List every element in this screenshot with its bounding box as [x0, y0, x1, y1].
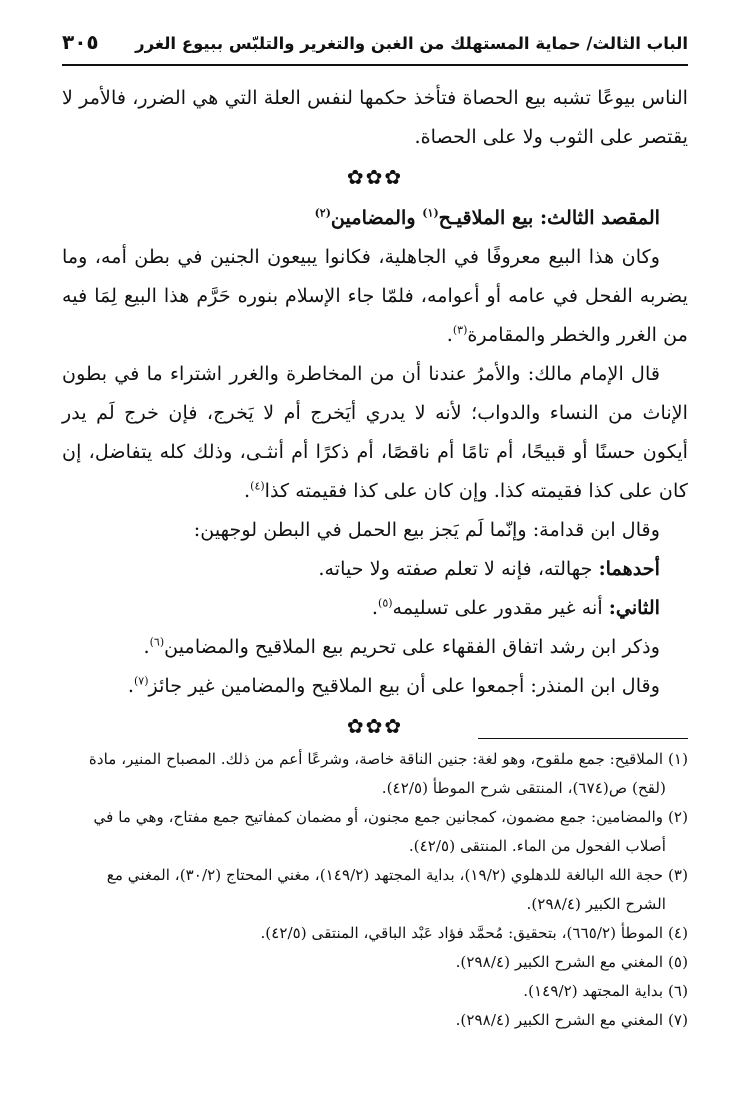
heading-text-2: والمضامين [330, 206, 423, 229]
paragraph-malik-text: قال الإمام مالك: والأمرُ عندنا أن من المخاطرة والغرر اشتراء ما في بطون الإناث من النساء والدواب؛ لأنه لا يدري أيَخرج أم لا يَخرج، فإن خرج لَم يدر أيكون حسنًا أو قبيحًا، أم تامًا أم ناقصًا، أم ذكرًا أم أنثـى، وذلك كله يتفاضل، إن كان على كذا فقيمته كذا. وإن كان على كذا فقيمته كذا [62, 362, 688, 502]
label-second: الثاني: [608, 596, 660, 619]
heading-text: المقصد الثالث: بيع الملاقيـح [438, 206, 660, 229]
footnote-2-continued: أصلاب الفحول من الماء. المنتقى (٤٢/٥). [408, 837, 666, 855]
footnote-text: المغني مع الشرح الكبير (٢٩٨/٤). [455, 1011, 664, 1029]
footnote-ref-3: (٣) [452, 323, 468, 337]
first-reason-text: جهالته، فإنه لا تعلم صفته ولا حياته. [318, 557, 599, 580]
footnote-2 [62, 803, 688, 832]
footnote-text: بداية المجتهد (١٤٩/٢). [523, 982, 664, 1000]
period: . [371, 596, 379, 619]
footnote-number: (٢) [667, 808, 688, 826]
footnote-number: (٥) [667, 953, 688, 971]
main-text [62, 78, 688, 747]
paragraph-ibn-rushd [62, 627, 688, 666]
running-header [62, 30, 688, 66]
footnote-ref-6: (٦) [149, 635, 165, 649]
footnote-number: (٦) [667, 982, 688, 1000]
section-heading [62, 198, 688, 237]
footnote-text: الملاقيح: جمع ملقوح، وهو لغة: جنين الناقة خاصة، وشرعًا أعم من ذلك. المصباح المنير، مادة [88, 750, 664, 768]
paragraph-ibn-qudama: وقال ابن قدامة: وإنّما لَم يَجز بيع الحمل في البطن لوجهين: [193, 518, 660, 541]
page-number: ٣٠٥ [62, 30, 99, 54]
period: . [127, 674, 134, 697]
footnote-text: والمضامين: جمع مضمون، كمجانين جمع مجنون، أو مضمان كمفاتيح جمع مفتاح، وهي ما في [93, 808, 664, 826]
paragraph-jahiliya-text: وكان هذا البيع معروفًا في الجاهلية، فكانوا يبيعون الجنين في بطن أمه، وما يضربه الفحل في عامه أو أعوامه، فلمّا جاء الإسلام بنوره حَرَّم هذا البيع لِمَا فيه من الغرر والخطر والمقامرة [62, 245, 688, 346]
footnote-text: المغني مع الشرح الكبير (٢٩٨/٤). [455, 953, 664, 971]
paragraph-ibn-mundhir [62, 666, 688, 705]
footnote-number: (١) [667, 750, 688, 768]
footnote-ref-4: (٤) [250, 479, 265, 493]
paragraph-ibn-rushd-text: وذكر ابن رشد اتفاق الفقهاء على تحريم بيع الملاقيح والمضامين [164, 635, 660, 658]
footnote-number: (٤) [667, 924, 688, 942]
paragraph-first-reason [62, 549, 688, 588]
footnote-ref-7: (٧) [133, 674, 149, 688]
footnote-separator [478, 738, 688, 739]
footnote-6 [62, 977, 688, 1006]
footnotes [62, 745, 688, 1035]
book-page [62, 30, 688, 1029]
period: . [143, 635, 150, 658]
footnote-1 [62, 745, 688, 774]
footnote-3-continued: الشرح الكبير (٢٩٨/٤). [526, 895, 666, 913]
footnote-number: (٧) [667, 1011, 688, 1029]
paragraph-intro: الناس بيوعًا تشبه بيع الحصاة فتأخذ حكمها لنفس العلة التي هي الضرر، فالأمر لا يقتصر على الثوب ولا على الحصاة. [62, 86, 688, 148]
period: . [446, 323, 453, 346]
section-ornament-top: ✿✿✿ [346, 165, 404, 189]
footnote-5 [62, 948, 688, 977]
footnote-text: حجة الله البالغة للدهلوي (١٩/٢)، بداية المجتهد (١٤٩/٢)، مغني المحتاج (٣٠/٢)، المغني مع [106, 866, 664, 884]
footnote-number: (٣) [667, 866, 688, 884]
section-ornament-bottom: ✿✿✿ [346, 714, 404, 738]
label-first: أحدهما: [598, 557, 660, 580]
footnote-7 [62, 1006, 688, 1035]
paragraph-malik [62, 354, 688, 510]
footnote-text: الموطأ (٦٦٥/٢)، بتحقيق: مُحمَّد فؤاد عَبْد الباقي، المنتقى (٤٢/٥). [260, 924, 664, 942]
paragraph-second-reason [62, 588, 688, 627]
second-reason-text: أنه غير مقدور على تسليمه [392, 596, 609, 619]
footnote-3 [62, 861, 688, 890]
footnote-ref-2: (٢) [314, 206, 331, 220]
paragraph-jahiliya [62, 237, 688, 354]
period: . [244, 479, 251, 502]
footnote-4 [62, 919, 688, 948]
footnote-1-continued: (لقح) ص(٦٧٤)، المنتقى شرح الموطأ (٤٢/٥). [381, 779, 666, 797]
footnote-ref-5: (٥) [378, 596, 393, 610]
paragraph-ibn-mundhir-text: وقال ابن المنذر: أجمعوا على أن بيع الملاقيح والمضامين غير جائز [148, 674, 660, 697]
footnote-ref-1: (١) [422, 206, 439, 220]
chapter-title: الباب الثالث/ حماية المستهلك من الغبن والتغرير والتلبّس ببيوع الغرر [135, 34, 688, 53]
